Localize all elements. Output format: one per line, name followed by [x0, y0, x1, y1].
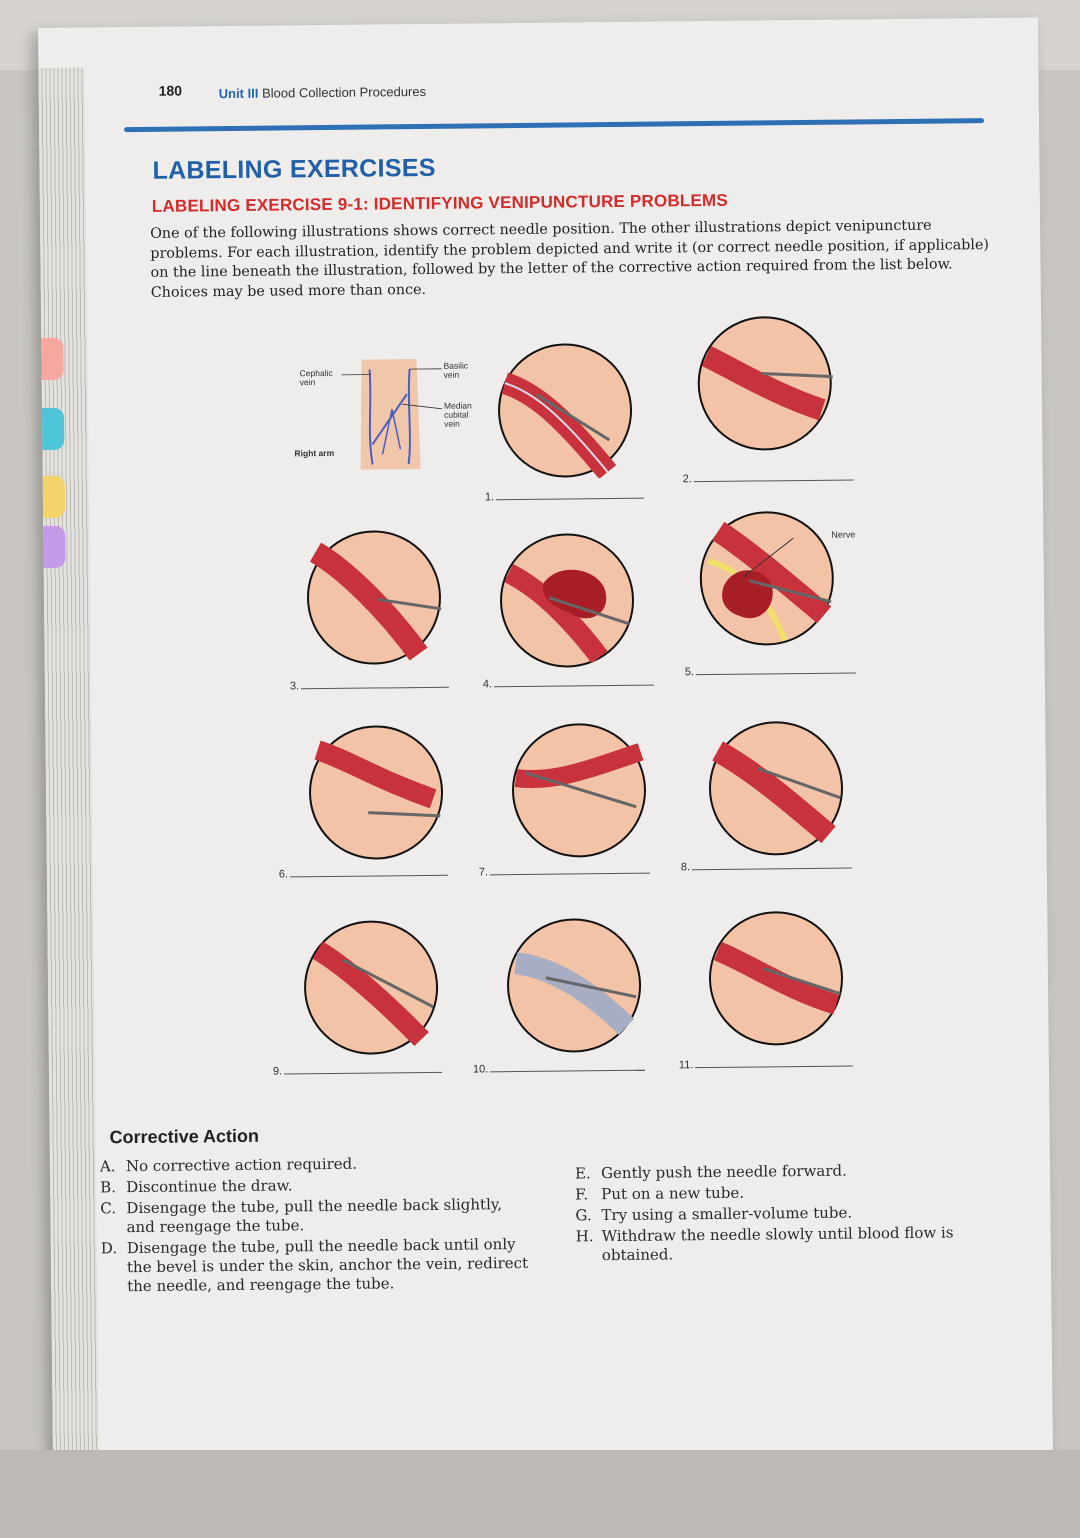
unit-label: Unit III — [218, 85, 259, 102]
action-letter: G. — [575, 1206, 592, 1225]
answer-blank-2[interactable] — [694, 479, 854, 482]
action-item-c — [100, 1195, 530, 1238]
right-arm-label: Right arm — [294, 447, 335, 459]
answer-blank-3[interactable] — [301, 687, 449, 690]
sticky-tab-yellow — [43, 476, 65, 518]
answer-number-10: 10. — [472, 1063, 489, 1076]
answer-number-8: 8. — [680, 861, 691, 874]
median-cubital-vein-label: Median cubital vein — [443, 400, 472, 429]
answer-number-7: 7. — [478, 866, 489, 879]
action-item-d — [101, 1235, 532, 1296]
answer-line-3 — [290, 679, 449, 693]
textbook-page — [38, 18, 1053, 1468]
running-header — [219, 84, 427, 101]
sticky-tab-pink — [41, 338, 63, 380]
action-text: No corrective action required. — [125, 1154, 358, 1176]
action-item-b — [100, 1174, 530, 1198]
exercise-title: LABELING EXERCISE 9-1: IDENTIFYING VENIPUNCTURE PROBLEMS — [151, 190, 728, 216]
action-text: Discontinue the draw. — [126, 1176, 293, 1197]
illustration-9 — [302, 919, 439, 1056]
answer-number-9: 9. — [272, 1065, 283, 1078]
answer-number-11: 11. — [678, 1059, 694, 1072]
cephalic-vein-label: Cephalic vein — [299, 367, 333, 388]
arm-diagram — [291, 353, 492, 475]
answer-number-3: 3. — [289, 680, 300, 693]
answer-line-7 — [479, 865, 650, 879]
page-edges — [38, 68, 99, 1468]
illustration-10 — [505, 917, 642, 1054]
nerve-label: Nerve — [831, 529, 856, 540]
sticky-tab-teal — [42, 408, 64, 450]
action-item-e — [575, 1160, 995, 1183]
action-item-h — [576, 1223, 996, 1265]
illustration-5 — [698, 510, 835, 647]
answer-blank-5[interactable] — [696, 672, 856, 675]
action-letter: B. — [100, 1178, 117, 1197]
illustration-7 — [510, 722, 647, 859]
illustration-11 — [707, 910, 844, 1047]
answer-number-1: 1. — [484, 491, 495, 504]
action-item-a — [100, 1153, 530, 1177]
answer-blank-8[interactable] — [692, 868, 852, 871]
answer-line-8 — [681, 860, 852, 874]
corrective-action-list-left — [100, 1153, 531, 1298]
action-letter: A. — [99, 1157, 116, 1176]
sticky-tab-purple — [43, 526, 65, 568]
action-letter: H. — [575, 1227, 594, 1246]
illustration-4 — [498, 532, 635, 669]
answer-number-5: 5. — [684, 666, 695, 679]
action-text: Try using a smaller-volume tube. — [601, 1203, 853, 1225]
action-text: Disengage the tube, pull the needle back slightly, and reengage the tube. — [126, 1195, 503, 1237]
answer-line-10 — [473, 1062, 645, 1076]
illustration-1 — [496, 342, 633, 479]
action-text: Withdraw the needle slowly until blood flow is obtained. — [601, 1223, 954, 1265]
answer-line-5 — [685, 664, 856, 678]
answer-number-2: 2. — [682, 473, 693, 486]
corrective-action-title: Corrective Action — [109, 1125, 260, 1148]
instructions-paragraph: One of the following illustrations shows correct needle position. The other illustrations depict venipuncture problems. For each illustration, identify the problem depicted and write it (or correct needle position, if applicable) on the line beneath the illustration, followed by the letter of the corrective action required from the list below. Choices may be used more than once. — [150, 217, 990, 301]
illustration-3 — [305, 529, 442, 666]
answer-number-6: 6. — [278, 868, 289, 881]
action-item-g — [575, 1202, 995, 1225]
action-letter: E. — [574, 1164, 591, 1183]
answer-blank-6[interactable] — [290, 875, 448, 878]
action-item-f — [575, 1181, 995, 1204]
corrective-action-list-right — [575, 1160, 996, 1267]
answer-line-4 — [483, 677, 654, 691]
illustration-2 — [696, 315, 833, 452]
answer-blank-11[interactable] — [695, 1066, 853, 1069]
basilic-vein-label: Basilic vein — [443, 360, 469, 380]
answer-blank-10[interactable] — [490, 1070, 645, 1073]
action-text: Gently push the needle forward. — [600, 1161, 847, 1183]
answer-blank-4[interactable] — [494, 685, 654, 688]
answer-line-11 — [679, 1058, 854, 1072]
action-text: Disengage the tube, pull the needle back until only the bevel is under the skin, anchor the vein, redirect the needle, and reengage the tube. — [126, 1235, 529, 1296]
action-letter: F. — [575, 1185, 589, 1204]
page-number: 180 — [158, 82, 183, 99]
answer-line-9 — [273, 1064, 442, 1078]
answer-line-6 — [279, 867, 448, 881]
desk-bottom — [0, 1450, 1080, 1538]
header-rule — [124, 118, 984, 132]
answer-blank-7[interactable] — [490, 873, 650, 876]
action-text: Put on a new tube. — [601, 1183, 745, 1204]
answer-blank-9[interactable] — [284, 1072, 442, 1075]
answer-blank-1[interactable] — [496, 498, 644, 501]
action-letter: D. — [100, 1239, 118, 1258]
page-title: LABELING EXERCISES — [152, 153, 436, 185]
illustration-6 — [307, 724, 444, 861]
answer-line-2 — [683, 471, 854, 485]
illustration-8 — [707, 720, 844, 857]
answer-line-1 — [485, 490, 644, 504]
action-letter: C. — [100, 1199, 117, 1218]
answer-number-4: 4. — [482, 678, 493, 691]
section-label: Blood Collection Procedures — [261, 83, 427, 101]
